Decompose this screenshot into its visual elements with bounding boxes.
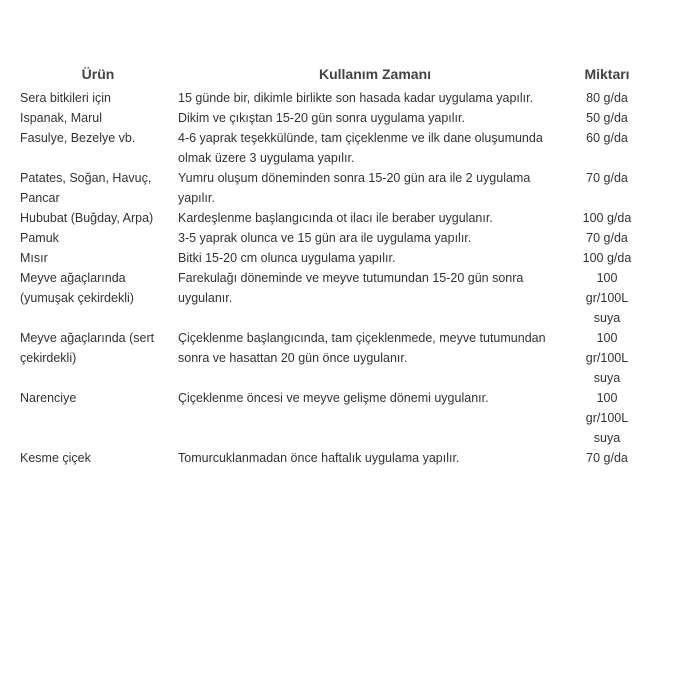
cell-product: Hububat (Buğday, Arpa) (20, 211, 154, 225)
cell-usage: Bitki 15-20 cm olunca uygulama yapılır. (178, 251, 396, 265)
cell-amount: 60 g/da (586, 131, 628, 145)
cell-usage: 15 günde bir, dikimle birlikte son hasada kadar uygulama yapılır. (178, 91, 534, 105)
cell-amount: 70 g/da (586, 451, 628, 465)
cell-usage: Dikim ve çıkıştan 15-20 gün sonra uygulama yapılır. (178, 111, 465, 125)
cell-amount: 70 g/da (586, 231, 628, 245)
cell-usage: Yumru oluşum döneminden sonra 15-20 gün ara ile 2 uygulama yapılır. (178, 171, 531, 205)
table-row (20, 328, 640, 388)
cell-amount: 70 g/da (586, 171, 628, 185)
cell-amount: 100 g/da (582, 251, 632, 265)
cell-product: Patates, Soğan, Havuç, Pancar (20, 171, 152, 205)
table-row (20, 208, 640, 228)
cell-usage: Çiçeklenme öncesi ve meyve gelişme dönemi uygulanır. (178, 391, 489, 405)
cell-product: Kesme çiçek (20, 451, 91, 465)
cell-usage: Tomurcuklanmadan önce haftalık uygulama yapılır. (178, 451, 460, 465)
cell-usage: 3-5 yaprak olunca ve 15 gün ara ile uygulama yapılır. (178, 231, 472, 245)
cell-amount: 80 g/da (586, 91, 628, 105)
table-row (20, 388, 640, 448)
cell-product: Mısır (20, 251, 48, 265)
cell-product: Pamuk (20, 231, 59, 245)
table-row (20, 268, 640, 328)
usage-table (20, 60, 640, 468)
header-product: Ürün (81, 66, 115, 82)
cell-usage: 4-6 yaprak teşekkülünde, tam çiçeklenme ve ilk dane oluşumunda olmak üzere 3 uygulama yapılır. (178, 131, 543, 165)
table-header (20, 60, 640, 88)
header-usage-time: Kullanım Zamanı (318, 66, 432, 82)
table-row (20, 168, 640, 208)
cell-amount: 100 g/da (582, 211, 632, 225)
cell-usage: Kardeşlenme başlangıcında ot ilacı ile beraber uygulanır. (178, 211, 493, 225)
cell-product: Sera bitkileri için (20, 91, 112, 105)
table-row (20, 128, 640, 168)
table-row (20, 108, 640, 128)
header-row (20, 60, 640, 88)
cell-usage: Farekulağı döneminde ve meyve tutumundan 15-20 gün sonra uygulanır. (178, 271, 524, 305)
table-row (20, 228, 640, 248)
usage-table-container (20, 60, 640, 468)
cell-amount: 100 gr/100L suya (585, 271, 629, 325)
table-row (20, 448, 640, 468)
table-body (20, 88, 640, 468)
table-row (20, 248, 640, 268)
cell-amount: 100 gr/100L suya (585, 331, 629, 385)
header-amount: Miktarı (584, 66, 630, 82)
table-row (20, 88, 640, 108)
cell-product: Fasulye, Bezelye vb. (20, 131, 136, 145)
cell-amount: 50 g/da (586, 111, 628, 125)
cell-usage: Çiçeklenme başlangıcında, tam çiçeklenmede, meyve tutumundan sonra ve hasattan 20 gün önce uygulanır. (178, 331, 546, 365)
cell-product: Narenciye (20, 391, 77, 405)
cell-product: Meyve ağaçlarında (sert çekirdekli) (20, 331, 155, 365)
cell-product: Ispanak, Marul (20, 111, 102, 125)
cell-amount: 100 gr/100L suya (585, 391, 629, 445)
cell-product: Meyve ağaçlarında (yumuşak çekirdekli) (20, 271, 134, 305)
